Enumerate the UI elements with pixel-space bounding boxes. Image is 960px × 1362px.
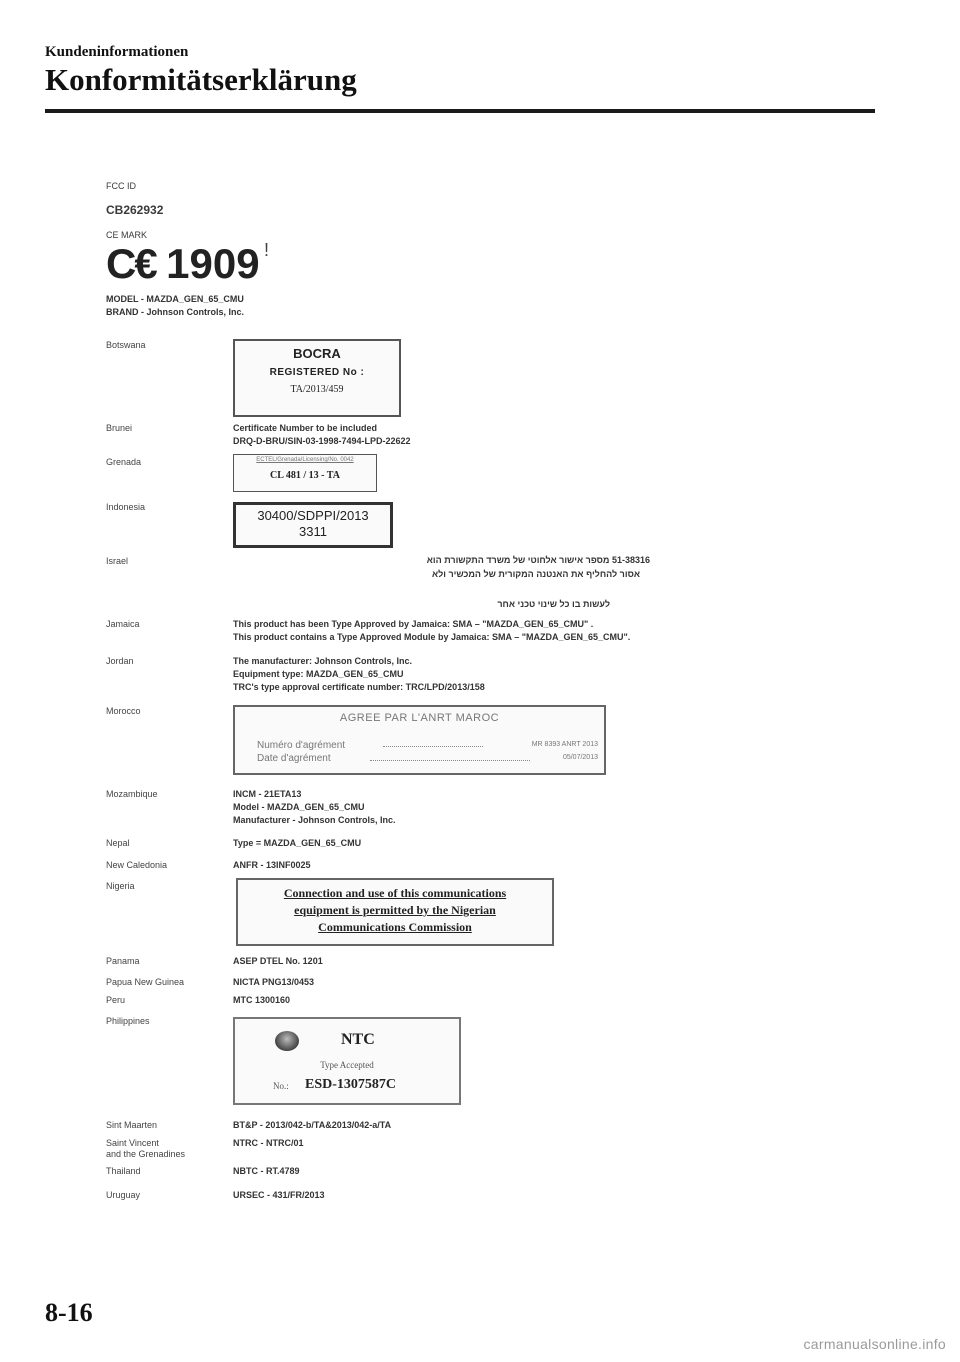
mozambique-line3: Manufacturer - Johnson Controls, Inc. <box>233 815 396 825</box>
jamaica-line1: This product has been Type Approved by Jamaica: SMA – "MAZDA_GEN_65_CMU" . <box>233 619 594 629</box>
grenada-top: ECTEL/Grenada/Licensing/No. 0042 <box>256 457 354 463</box>
fcc-value: CB262932 <box>106 203 164 217</box>
brunei-line1: Certificate Number to be included <box>233 423 378 433</box>
morocco-row2-dots <box>370 760 530 761</box>
model-line: MODEL - MAZDA_GEN_65_CMU <box>106 294 244 304</box>
nigeria-line2: equipment is permitted by the Nigerian <box>294 903 496 917</box>
nigeria-line3: Communications Commission <box>318 920 472 934</box>
ntc-box <box>233 1017 461 1105</box>
saint-vincent-value: NTRC - NTRC/01 <box>233 1138 304 1148</box>
watermark: carmanualsonline.info <box>803 1336 946 1352</box>
title-divider <box>45 109 875 113</box>
israel-text <box>360 553 650 611</box>
nigeria-box <box>236 878 554 946</box>
morocco-row2-value: 05/07/2013 <box>562 754 598 761</box>
ntc-no: No.: <box>273 1081 289 1091</box>
section-heading: Kundeninformationen <box>45 44 189 60</box>
label-panama: Panama <box>106 956 140 966</box>
label-botswana: Botswana <box>106 340 146 350</box>
label-peru: Peru <box>106 995 126 1005</box>
jamaica-line2: This product contains a Type Approved Module by Jamaica: SMA – "MAZDA_GEN_65_CMU". <box>233 632 631 642</box>
label-indonesia: Indonesia <box>106 502 146 512</box>
brunei-value <box>233 422 411 448</box>
bocra-value: TA/2013/459 <box>290 384 344 395</box>
bocra-box <box>233 339 401 417</box>
ce-mark <box>106 240 269 286</box>
morocco-row1-dots <box>383 746 483 747</box>
jordan-line2: Equipment type: MAZDA_GEN_65_CMU <box>233 669 404 679</box>
label-jamaica: Jamaica <box>106 619 140 629</box>
indonesia-line1: 30400/SDPPI/2013 <box>257 508 369 523</box>
ntc-title: NTC <box>341 1031 375 1048</box>
peru-value: MTC 1300160 <box>233 995 291 1005</box>
saint-vincent-line1: Saint Vincent <box>106 1138 159 1148</box>
label-sint-maarten: Sint Maarten <box>106 1120 158 1130</box>
jamaica-value <box>233 618 630 644</box>
label-grenada: Grenada <box>106 457 142 467</box>
label-morocco: Morocco <box>106 706 141 716</box>
panama-value: ASEP DTEL No. 1201 <box>233 956 323 966</box>
label-brunei: Brunei <box>106 423 133 433</box>
brunei-line2: DRQ-D-BRU/SIN-03-1998-7494-LPD-22622 <box>233 436 411 446</box>
label-nepal: Nepal <box>106 838 130 848</box>
ce-label: CE MARK <box>106 230 148 240</box>
label-philippines: Philippines <box>106 1016 150 1026</box>
new-caledonia-value: ANFR - 13INF0025 <box>233 860 311 870</box>
indonesia-box <box>233 502 393 548</box>
israel-line3: לעשות בו כל שינוי טכני אחר <box>497 599 610 609</box>
ce-logo-icon: C€ <box>106 240 156 287</box>
uruguay-value: URSEC - 431/FR/2013 <box>233 1190 325 1200</box>
label-jordan: Jordan <box>106 656 134 666</box>
label-new-caledonia: New Caledonia <box>106 860 168 870</box>
indonesia-line2: 3311 <box>299 524 327 539</box>
page-number: 8-16 <box>45 1298 93 1327</box>
label-saint-vincent <box>106 1138 185 1160</box>
brand-line: BRAND - Johnson Controls, Inc. <box>106 307 244 317</box>
israel-line1: 51-38316 מספר אישור אלחוטי של משרד התקשורת הוא <box>426 555 650 565</box>
fcc-label: FCC ID <box>106 181 136 191</box>
ce-suffix: ! <box>264 240 270 260</box>
thailand-value: NBTC - RT.4789 <box>233 1166 300 1176</box>
model-brand <box>106 293 244 319</box>
label-nigeria: Nigeria <box>106 881 135 891</box>
nepal-value: Type = MAZDA_GEN_65_CMU <box>233 838 362 848</box>
grenada-box <box>233 454 377 492</box>
morocco-row2-label: Date d'agrément <box>257 753 331 764</box>
label-thailand: Thailand <box>106 1166 141 1176</box>
jordan-line1: The manufacturer: Johnson Controls, Inc. <box>233 656 413 666</box>
label-uruguay: Uruguay <box>106 1190 141 1200</box>
sint-maarten-value: BT&P - 2013/042-b/TA&2013/042-a/TA <box>233 1120 392 1130</box>
jordan-line3: TRC's type approval certificate number: TRC/LPD/2013/158 <box>233 682 485 692</box>
saint-vincent-line2: and the Grenadines <box>106 1149 186 1159</box>
nigeria-line1: Connection and use of this communications <box>283 886 507 900</box>
morocco-row1-label: Numéro d'agrément <box>257 740 346 751</box>
papua-value: NICTA PNG13/0453 <box>233 977 315 987</box>
morocco-title: AGREE PAR L'ANRT MAROC <box>339 712 500 724</box>
ntc-line: Type Accepted <box>320 1060 374 1070</box>
mozambique-line1: INCM - 21ETA13 <box>233 789 302 799</box>
bocra-line: REGISTERED No : <box>269 367 365 378</box>
ntc-seal-icon <box>275 1031 299 1051</box>
morocco-row1-value: MR 8393 ANRT 2013 <box>531 741 598 748</box>
ce-number: 1909 <box>166 240 260 287</box>
jordan-value <box>233 655 485 694</box>
grenada-value: CL 481 / 13 - TA <box>270 470 340 481</box>
morocco-box <box>233 705 606 775</box>
label-mozambique: Mozambique <box>106 789 158 799</box>
ntc-value: ESD-1307587C <box>305 1077 397 1092</box>
israel-line2: אסור להחליף את האנטנה המקורית של המכשיר ולא <box>431 569 640 579</box>
mozambique-value <box>233 788 396 827</box>
label-papua: Papua New Guinea <box>106 977 185 987</box>
label-israel: Israel <box>106 556 129 566</box>
page-title: Konformitätserklärung <box>45 62 357 97</box>
bocra-title: BOCRA <box>293 346 341 361</box>
mozambique-line2: Model - MAZDA_GEN_65_CMU <box>233 802 365 812</box>
